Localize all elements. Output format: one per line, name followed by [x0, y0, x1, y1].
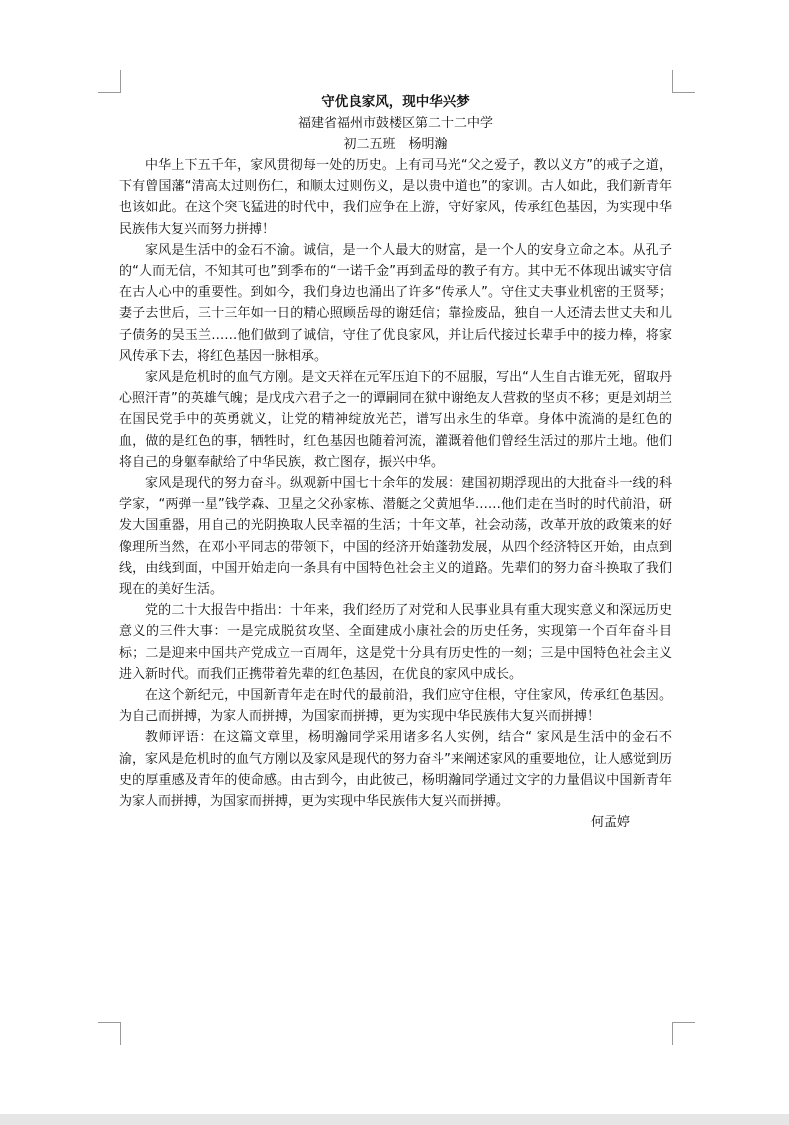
paragraph-modern: 家风是现代的努力奋斗。纵观新中国七十余年的发展：建国初期浮现出的大批奋斗一线的科学家，“两弹一星”钱学森、卫星之父孙家栋、潜艇之父黄旭华……他们走在当时的时代前沿，研发大国重器，用自己的光阴换取人民幸福的生活；十年文革，社会动荡，改革开放的政策来的好像理所当然，在邓小平同志的带领下，中国的经济开始蓬勃发展，从四个经济特区开始，由点到线，由线到面，中国开始走向一条具有中国特色社会主义的道路。先辈们的努力奋斗换取了我们现在的美好生活。: [119, 476, 672, 598]
bottom-scroll-strip: [0, 1114, 789, 1125]
paragraph-crisis: 家风是危机时的血气方刚。是文天祥在元军压迫下的不屈服，写出“人生自古谁无死，留取丹心照汗青”的英雄气魄；是戊戌六君子之一的谭嗣同在狱中谢绝友人营救的坚贞不移；更是刘胡兰在国民党手中的英勇就义，让党的精神绽放光芒，谱写出永生的华章。身体中流淌的是红色的血，做的是红色的事，牺牲时，红色基因也随着河流，灌溉着他们曾经生活过的那片土地。他们将自己的身躯奉献给了中华民族，救亡图存，振兴中华。: [119, 370, 672, 470]
school-name: 福建省福州市鼓楼区第二十二中学: [297, 116, 493, 131]
paragraph-conclusion: 在这个新纪元，中国新青年走在时代的最前沿，我们应守住根，守住家风，传承红色基因。为自己而拼搏，为家人而拼搏，为国家而拼搏，更为实现中华民族伟大复兴而拼搏！: [119, 688, 672, 725]
crop-mark-top-right: [672, 70, 695, 93]
document-body: [119, 92, 672, 833]
paragraph-intro: 中华上下五千年，家风贯彻每一处的历史。上有司马光“父之爱子，教以义方”的戒子之道，下有曾国藩“清高太过则伤仁，和顺太过则伤义，是以贵中道也”的家训。古人如此，我们新青年也该如此。在这个突飞猛进的时代中，我们应争在上游，守好家风，传承红色基因，为实现中华民族伟大复兴而努力拼搏！: [119, 158, 672, 237]
paragraph-integrity: 家风是生活中的金石不渝。诚信，是一个人最大的财富，是一个人的安身立命之本。从孔子的“人而无信，不知其可也”到季布的“一诺千金”再到孟母的教子有方。其中无不体现出诚实守信在古人心中的重要性。到如今，我们身边也涌出了许多“传承人”。守住丈夫事业机密的王贤琴；妻子去世后，三十三年如一日的精心照顾岳母的谢廷信；靠捡废品，独自一人还清去世丈夫和儿子债务的吴玉兰……他们做到了诚信，守住了优良家风，并让后代接过长辈手中的接力棒，将家风传承下去，将红色基因一脉相承。: [119, 242, 672, 364]
author-line: 初二五班 杨明瀚: [343, 137, 448, 152]
crop-mark-bottom-left: [98, 1022, 121, 1045]
essay-title: 守优良家风，现中华兴梦: [321, 94, 470, 110]
crop-mark-top-left: [98, 70, 121, 93]
teacher-signature: 何孟婷: [590, 815, 630, 831]
paragraph-congress-report: 党的二十大报告中指出：十年来，我们经历了对党和人民事业具有重大现实意义和深远历史意义的三件大事：一是完成脱贫攻坚、全面建成小康社会的历史任务，实现第一个百年奋斗目标；二是迎来中国共产党成立一百周年，这是党十分具有历史性的一刻；三是中国特色社会主义进入新时代。而我们正携带着先辈的红色基因，在优良的家风中成长。: [119, 603, 672, 682]
paragraph-teacher-comment: 教师评语：在这篇文章里，杨明瀚同学采用诸多名人实例，结合“ 家风是生活中的金石不渝，家风是危机时的血气方刚以及家风是现代的努力奋斗”来阐述家风的重要地位，让人感觉到历史的厚重感及青年的使命感。由古到今，由此彼己，杨明瀚同学通过文字的力量倡议中国新青年为家人而拼搏，为国家而拼搏，更为实现中华民族伟大复兴而拼搏。: [119, 730, 672, 810]
crop-mark-bottom-right: [672, 1022, 695, 1045]
